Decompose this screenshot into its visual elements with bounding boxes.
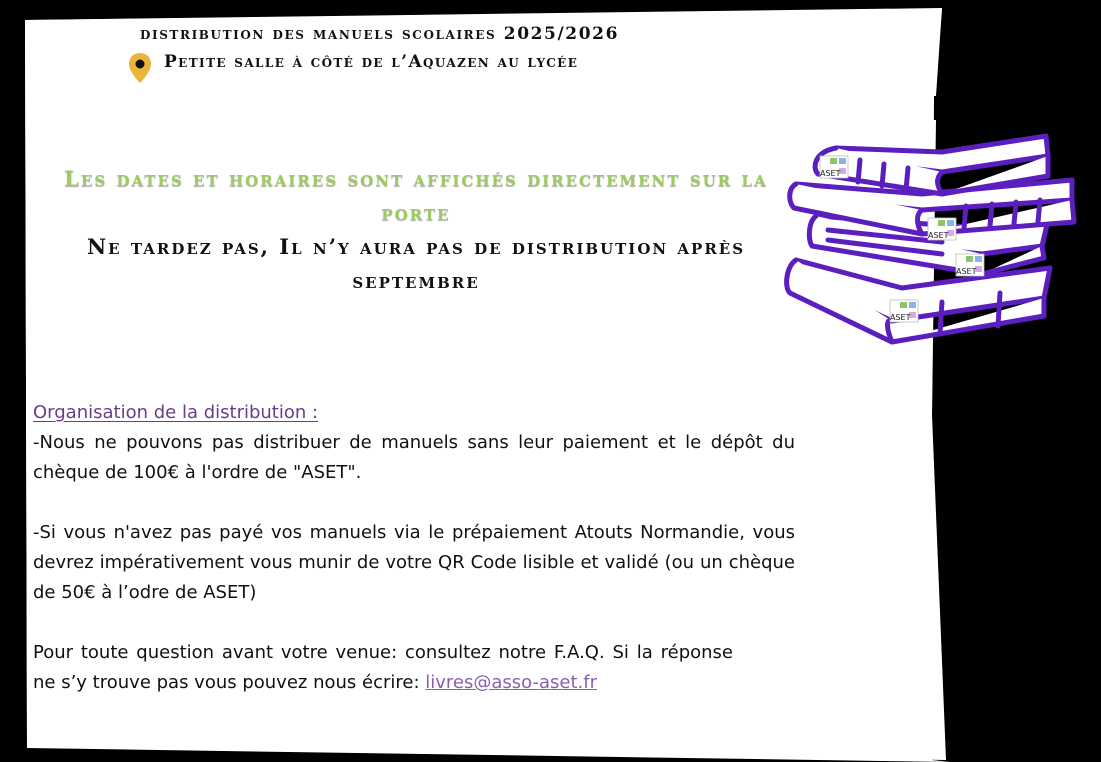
faq-text: Pour toute question avant votre venue: consultez notre F.A.Q. Si la réponse ne s’y trouve pas vous pouvez nous écrire: xyxy=(33,642,733,693)
payment-rule-text: -Nous ne pouvons pas distribuer de manuels sans leur paiement et le dépôt du chèque de 100€ à l'ordre de "ASET". xyxy=(33,432,795,483)
organisation-heading: Organisation de la distribution : xyxy=(33,402,319,423)
location-pin-icon xyxy=(127,52,153,84)
aset-logo-text: ASET xyxy=(820,169,841,178)
contact-email-link[interactable]: livres@asso-aset.fr xyxy=(425,672,597,693)
organisation-section xyxy=(33,398,795,698)
document-title: distribution des manuels scolaires 2025/2026 xyxy=(140,24,619,44)
location-text: Petite salle à côté de l’Aquazen au lycée xyxy=(164,52,579,72)
qr-rule-text: -Si vous n'avez pas payé vos manuels via le prépaiement Atouts Normandie, vous devrez impérativement vous munir de votre QR Code lisible et validé (ou un chèque de 50€ à l’odre de ASET) xyxy=(33,522,795,603)
deadline-notice: Ne tardez pas, Il n’y aura pas de distribution après septembre xyxy=(86,234,746,293)
dates-notice: Les dates et horaires sont affichés directement sur la porte xyxy=(64,166,768,225)
aset-logo-text: ASET xyxy=(956,267,977,276)
aset-logo-text: ASET xyxy=(890,313,911,322)
faq-paragraph xyxy=(33,638,733,698)
books-stack-illustration xyxy=(782,128,1078,352)
aset-logo-text: ASET xyxy=(928,231,949,240)
